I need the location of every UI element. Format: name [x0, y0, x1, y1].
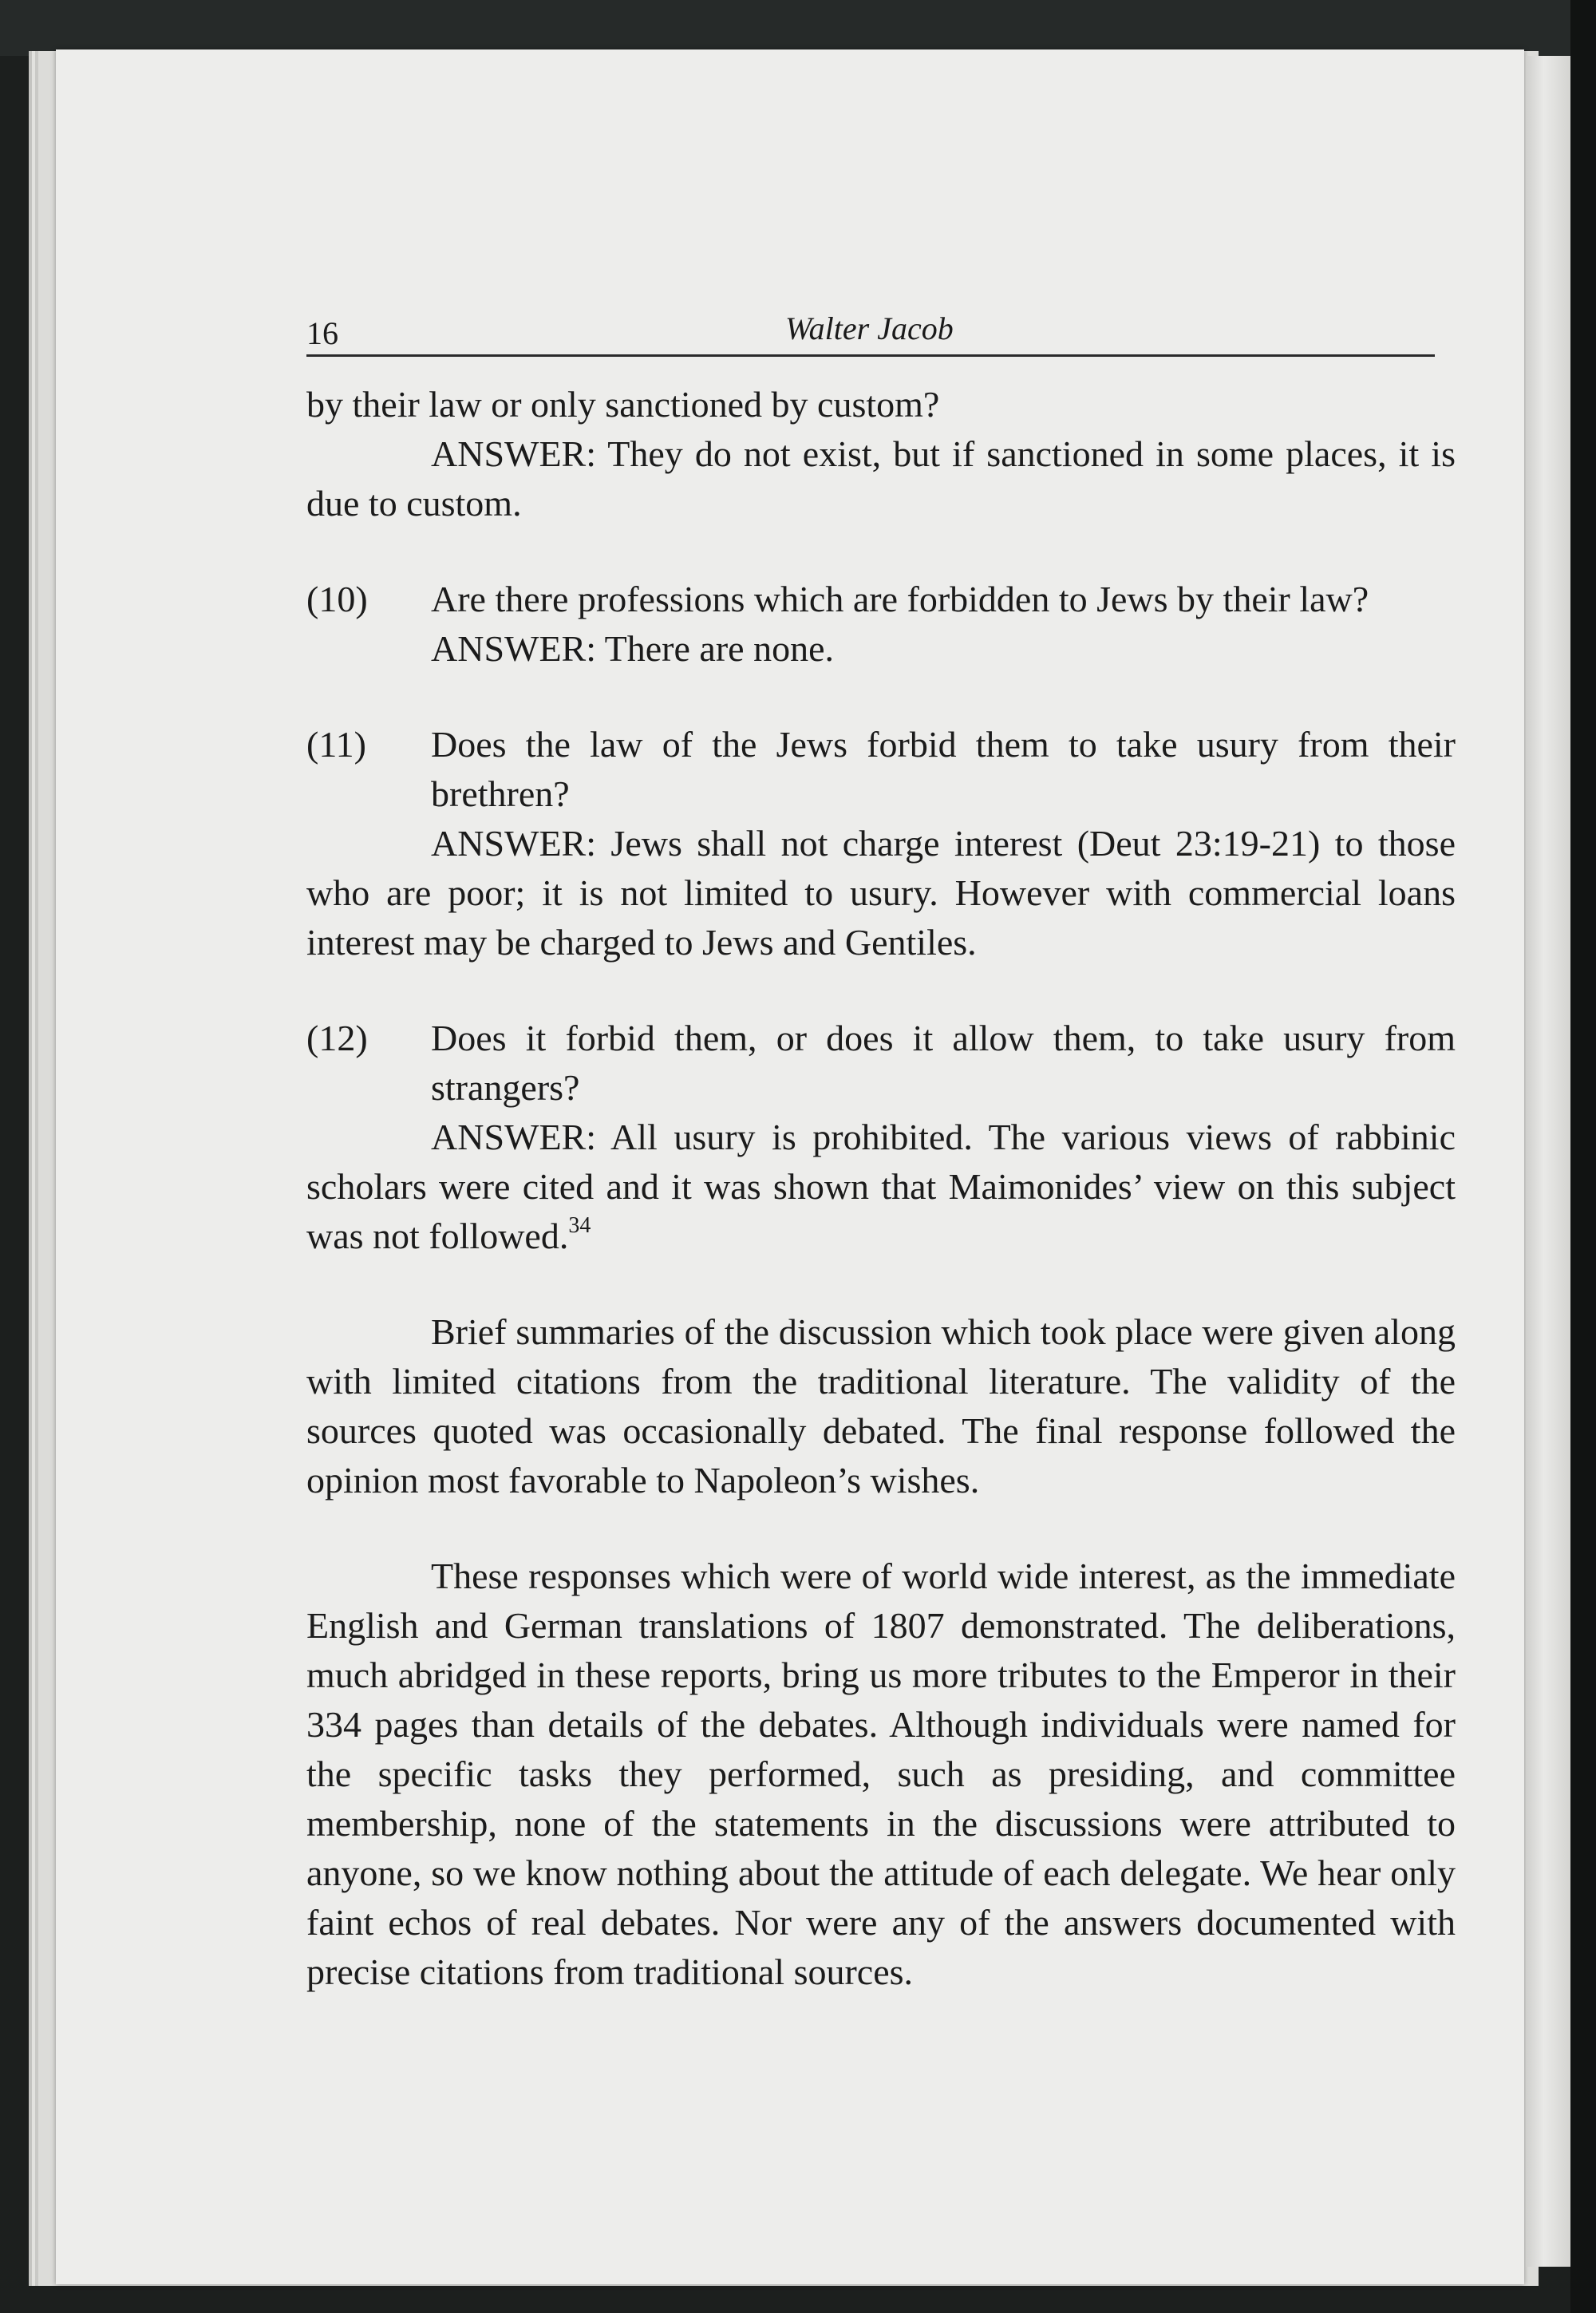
spacer	[306, 674, 1456, 720]
footnote-reference: 34	[568, 1213, 591, 1238]
spacer	[306, 1505, 1456, 1552]
page-header	[306, 310, 1435, 357]
question-text: Does the law of the Jews forbid them to take usury from their brethren?	[431, 724, 1456, 814]
question-item	[306, 575, 1456, 674]
question-text: Does it forbid them, or does it allow them, to take usury from strangers?	[431, 1018, 1456, 1108]
book-spine-shadow	[1570, 0, 1596, 2313]
photo-backdrop	[0, 0, 1596, 56]
continuation-answer: ANSWER: They do not exist, but if sanctioned in some places, it is due to custom.	[306, 433, 1456, 524]
question-item	[306, 1014, 1456, 1261]
answer-text	[306, 1113, 1456, 1261]
spacer	[306, 528, 1456, 575]
question-number: (11)	[306, 724, 366, 765]
answer-text: ANSWER: Jews shall not charge interest (Deut 23:19-21) to those who are poor; it is not limited to usury. However with commercial loans interest may be charged to Jews and Gentiles.	[306, 823, 1456, 963]
continuation-line: by their law or only sanctioned by custom?	[306, 384, 940, 425]
question-text: Are there professions which are forbidden to Jews by their law?	[431, 579, 1369, 619]
paragraph: Brief summaries of the discussion which took place were given along with limited citations from the traditional literature. The validity of the sources quoted was occasionally debated. The final response followed the opinion most favorable to Napoleon’s wishes.	[306, 1311, 1456, 1500]
answer-body: ANSWER: All usury is prohibited. The various views of rabbinic scholars were cited and it was shown that Maimonides’ view on this subject was not followed.	[306, 1117, 1456, 1256]
page-number: 16	[306, 315, 338, 351]
question-number: (10)	[306, 579, 368, 619]
next-page-edge	[1526, 56, 1570, 2267]
question-item	[306, 720, 1456, 967]
spacer	[306, 967, 1456, 1014]
answer-text: ANSWER: There are none.	[431, 628, 834, 669]
spacer	[306, 1261, 1456, 1307]
question-number: (12)	[306, 1018, 368, 1058]
page-body	[306, 380, 1456, 1997]
running-head: Walter Jacob	[785, 310, 954, 346]
paragraph: These responses which were of world wide interest, as the immediate English and German translations of 1807 demonstrated. The deliberations, much abridged in these reports, bring us more tributes to the Emperor in their 334 pages than details of the debates. Although individuals were named for the specific tasks they performed, such as presiding, and committee membership, none of the statements in the discussions were attributed to anyone, so we know nothing about the attitude of each delegate. We hear only faint echos of real debates. Nor were any of the answers documented with precise citations from traditional sources.	[306, 1556, 1456, 1992]
